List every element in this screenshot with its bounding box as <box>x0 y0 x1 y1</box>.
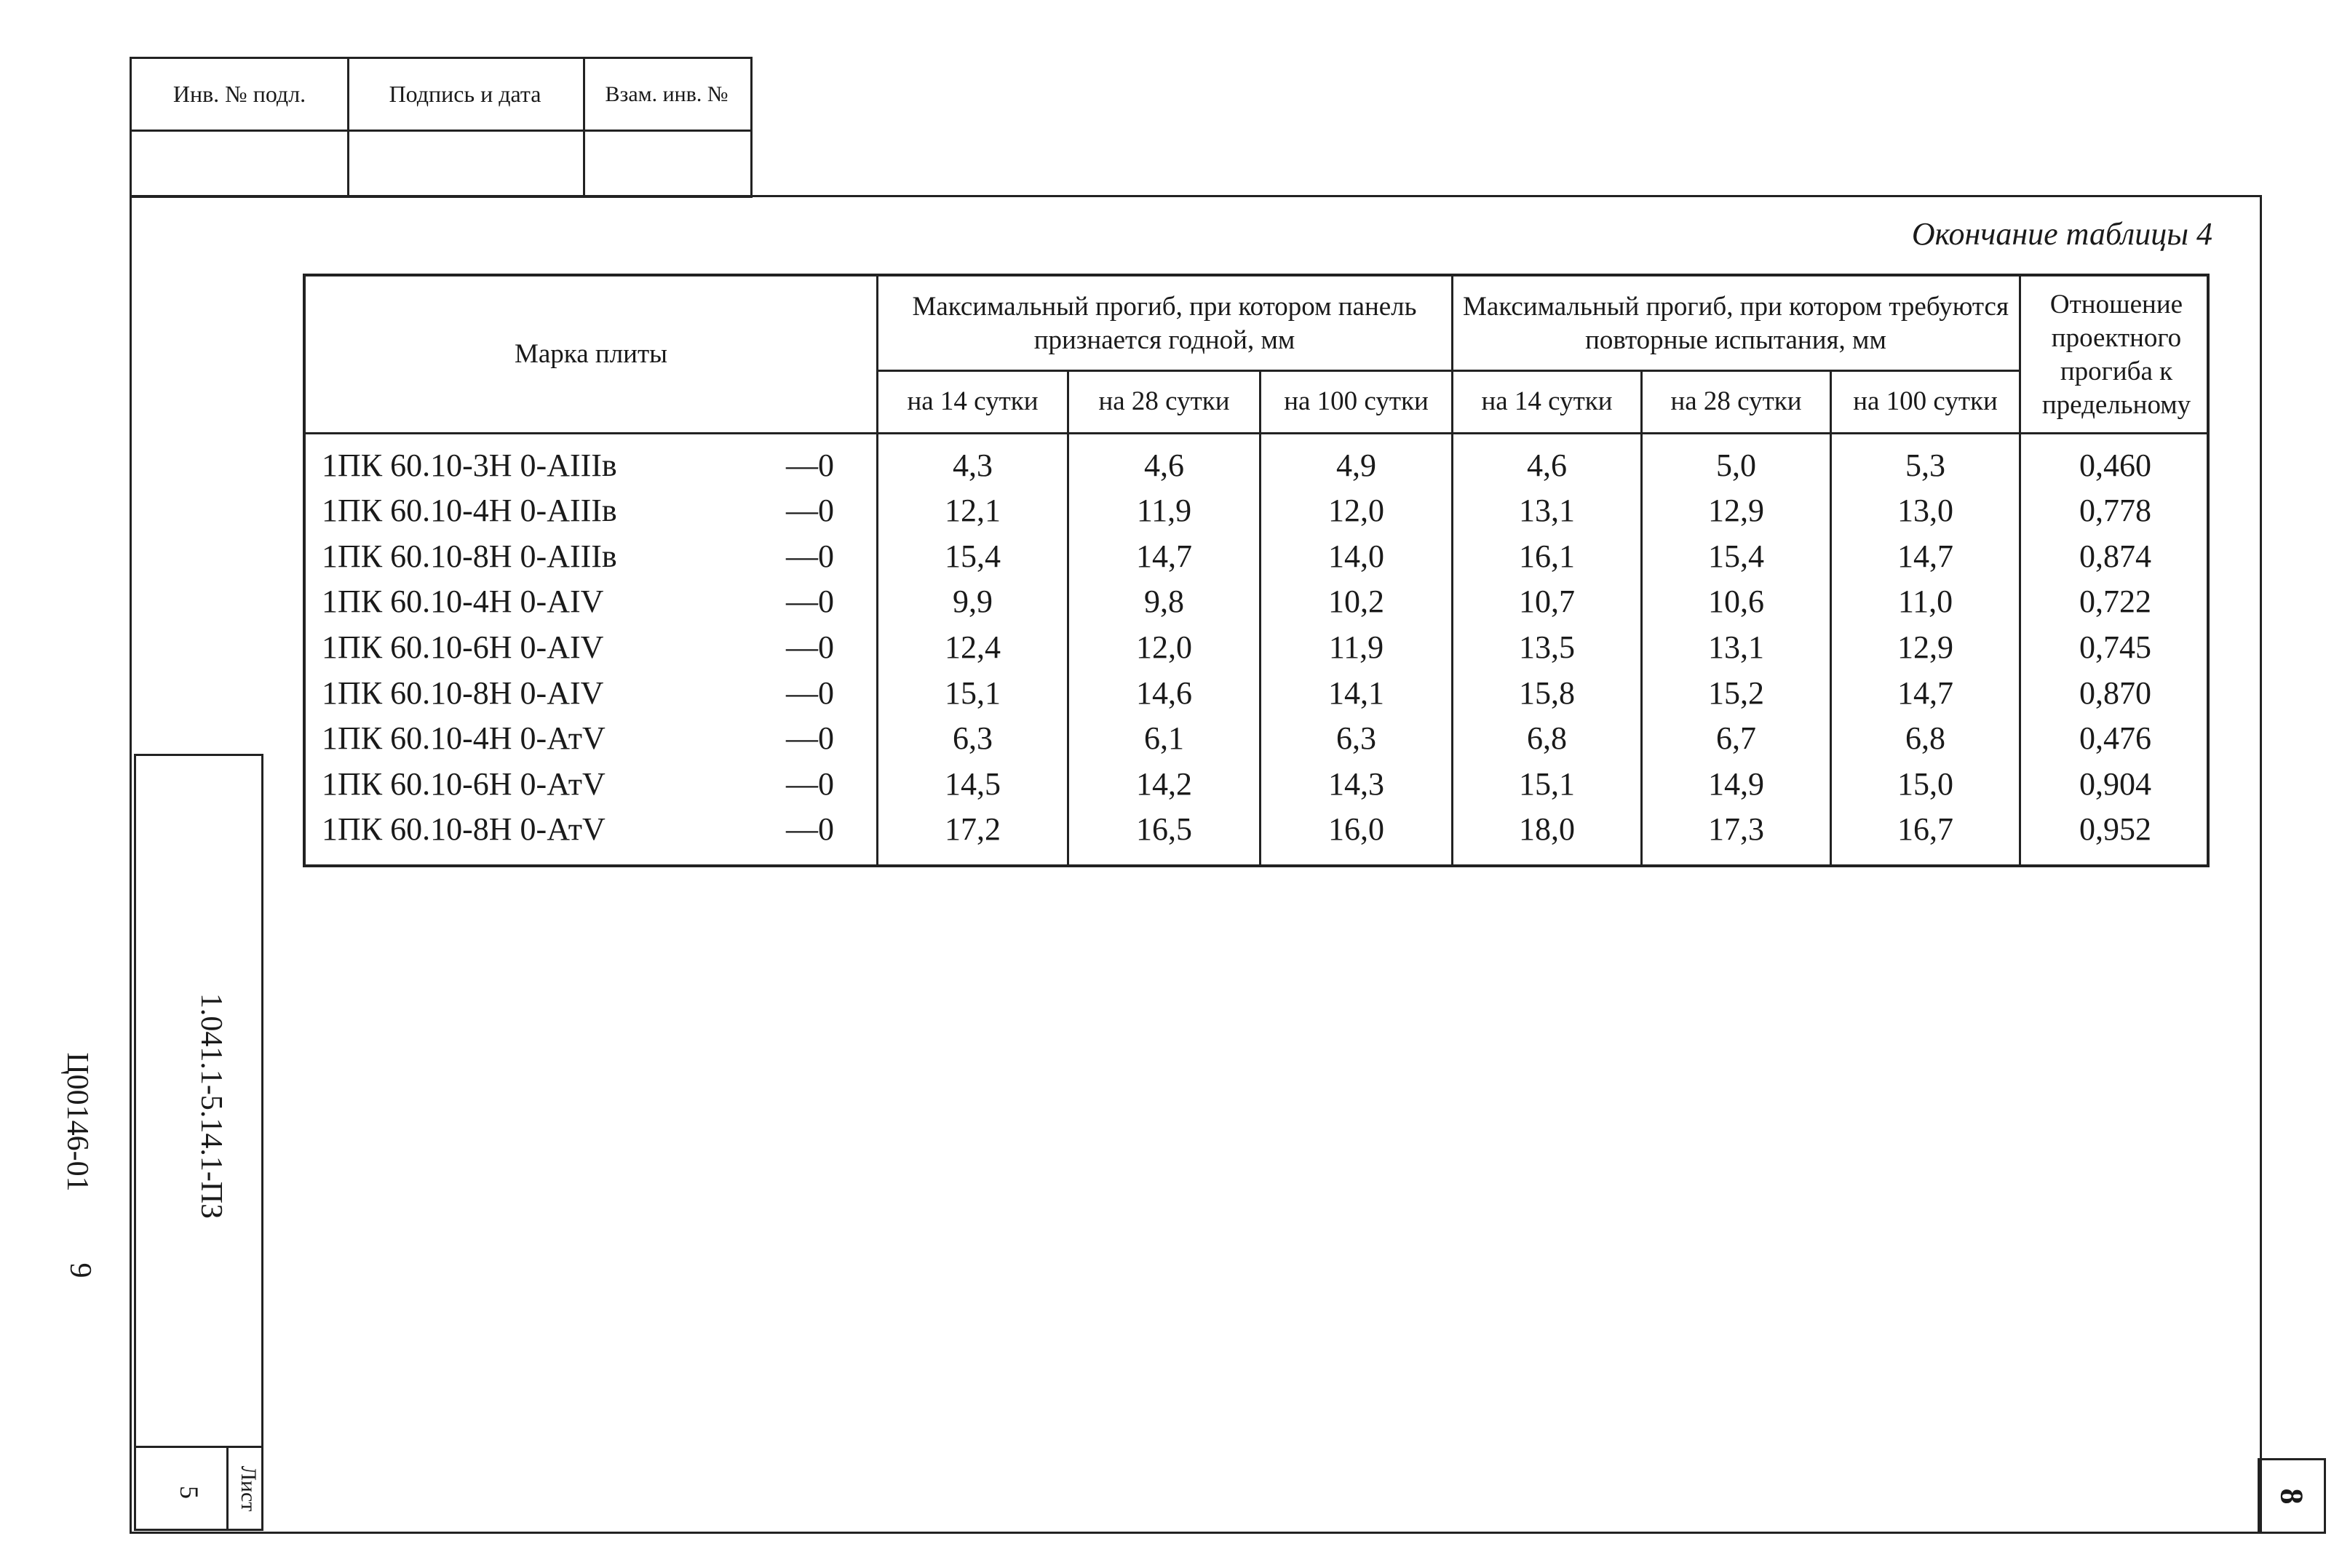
table-row <box>306 761 2207 806</box>
table-row <box>306 533 2207 578</box>
stamp-podpis-cell <box>347 130 585 198</box>
header-r-100: на 100 сутки <box>1853 386 1998 417</box>
cell-g28: 11,9 <box>1136 493 1192 529</box>
cell-r28: 5,0 <box>1716 447 1756 483</box>
cell-suffix: —0 <box>786 765 834 802</box>
cell-g100: 12,0 <box>1328 493 1384 529</box>
cell-mark: 1ПК 60.10-4Н 0-АIIIв <box>322 493 617 529</box>
cell-r28: 12,9 <box>1708 493 1764 529</box>
cell-r14: 10,7 <box>1519 584 1575 620</box>
table-caption: Окончание таблицы 4 <box>1911 216 2212 252</box>
side-divider <box>226 1446 229 1529</box>
cell-r28: 10,6 <box>1708 584 1764 620</box>
cell-r100: 16,7 <box>1897 811 1953 848</box>
cell-suffix: —0 <box>786 447 834 483</box>
header-r-14: на 14 сутки <box>1481 386 1613 417</box>
cell-g14: 6,3 <box>953 720 993 757</box>
cell-ratio: 0,778 <box>2079 493 2151 529</box>
cell-r100: 6,8 <box>1905 720 1945 757</box>
header-r-28: на 28 сутки <box>1670 386 1802 417</box>
cell-r100: 5,3 <box>1905 447 1945 483</box>
cell-suffix: —0 <box>786 811 834 848</box>
cell-r28: 13,1 <box>1708 629 1764 665</box>
cell-r28: 14,9 <box>1708 765 1764 802</box>
cell-r28: 15,4 <box>1708 538 1764 574</box>
cell-g14: 17,2 <box>945 811 1001 848</box>
table-row <box>306 670 2207 715</box>
cell-ratio: 0,722 <box>2079 584 2151 620</box>
stamp-podpis-header: Подпись и дата <box>347 59 585 132</box>
side-list-number: 5 <box>175 1486 204 1499</box>
cell-g28: 4,6 <box>1144 447 1184 483</box>
cell-r28: 17,3 <box>1708 811 1764 848</box>
cell-g28: 6,1 <box>1144 720 1184 757</box>
cell-ratio: 0,745 <box>2079 629 2151 665</box>
cell-r14: 15,8 <box>1519 674 1575 711</box>
cell-g100: 14,0 <box>1328 538 1384 574</box>
cell-g14: 14,5 <box>945 765 1001 802</box>
cell-ratio: 0,874 <box>2079 538 2151 574</box>
stamp-inv-podl-header: Инв. № подл. <box>132 59 349 132</box>
cell-r100: 11,0 <box>1897 584 1953 620</box>
cell-suffix: —0 <box>786 584 834 620</box>
side-list-label: Лист <box>237 1465 261 1512</box>
cell-r14: 18,0 <box>1519 811 1575 848</box>
cell-g28: 16,5 <box>1136 811 1192 848</box>
deflection-table <box>303 274 2210 867</box>
side-archive-code: Ц00146-01 <box>60 1052 94 1192</box>
cell-g28: 12,0 <box>1136 629 1192 665</box>
cell-r14: 6,8 <box>1527 720 1567 757</box>
cell-g100: 6,3 <box>1336 720 1376 757</box>
side-divider <box>136 1446 261 1448</box>
cell-suffix: —0 <box>786 538 834 574</box>
cell-mark: 1ПК 60.10-8Н 0-АIIIв <box>322 538 617 574</box>
cell-g14: 15,1 <box>945 674 1001 711</box>
table-divider <box>306 432 2207 434</box>
cell-g14: 15,4 <box>945 538 1001 574</box>
cell-r14: 13,5 <box>1519 629 1575 665</box>
cell-suffix: —0 <box>786 629 834 665</box>
cell-r100: 12,9 <box>1897 629 1953 665</box>
cell-ratio: 0,952 <box>2079 811 2151 848</box>
cell-mark: 1ПК 60.10-6Н 0-АIV <box>322 629 604 665</box>
header-g-100: на 100 сутки <box>1284 386 1429 417</box>
table-row <box>306 807 2207 852</box>
table-row <box>306 442 2207 487</box>
cell-g100: 16,0 <box>1328 811 1384 848</box>
cell-g28: 14,6 <box>1136 674 1192 711</box>
sheet-number-box <box>2258 1458 2326 1534</box>
cell-ratio: 0,904 <box>2079 765 2151 802</box>
cell-r100: 14,7 <box>1897 674 1953 711</box>
cell-g28: 9,8 <box>1144 584 1184 620</box>
cell-r14: 4,6 <box>1527 447 1567 483</box>
cell-mark: 1ПК 60.10-8Н 0-АIV <box>322 674 604 711</box>
cell-r100: 15,0 <box>1897 765 1953 802</box>
cell-g14: 9,9 <box>953 584 993 620</box>
cell-g100: 14,1 <box>1328 674 1384 711</box>
cell-suffix: —0 <box>786 493 834 529</box>
table-row <box>306 579 2207 624</box>
cell-g28: 14,7 <box>1136 538 1192 574</box>
side-doc-code: 1.041.1-5.14.1-ПЗ <box>194 992 228 1219</box>
header-group-acceptable: Максимальный прогиб, при котором панель признается годной, мм <box>912 291 1417 355</box>
header-g-28: на 28 сутки <box>1098 386 1230 417</box>
cell-mark: 1ПК 60.10-8Н 0-АтV <box>322 811 606 848</box>
header-group-retest: Максимальный прогиб, при котором требуются повторные испытания, мм <box>1463 291 2009 355</box>
cell-suffix: —0 <box>786 720 834 757</box>
cell-r28: 15,2 <box>1708 674 1764 711</box>
table-row <box>306 624 2207 669</box>
cell-g100: 4,9 <box>1336 447 1376 483</box>
cell-mark: 1ПК 60.10-4Н 0-АIV <box>322 584 604 620</box>
header-marka: Марка плиты <box>514 338 667 369</box>
cell-ratio: 0,870 <box>2079 674 2151 711</box>
side-archive-page: 9 <box>63 1262 97 1278</box>
cell-r28: 6,7 <box>1716 720 1756 757</box>
cell-g14: 4,3 <box>953 447 993 483</box>
cell-g100: 10,2 <box>1328 584 1384 620</box>
cell-r100: 13,0 <box>1897 493 1953 529</box>
table-row <box>306 716 2207 761</box>
cell-r14: 13,1 <box>1519 493 1575 529</box>
cell-r14: 15,1 <box>1519 765 1575 802</box>
stamp-inv-podl-cell <box>132 130 349 198</box>
cell-g100: 14,3 <box>1328 765 1384 802</box>
cell-r14: 16,1 <box>1519 538 1575 574</box>
cell-mark: 1ПК 60.10-3Н 0-АIIIв <box>322 447 617 483</box>
cell-g28: 14,2 <box>1136 765 1192 802</box>
approval-stamp <box>130 57 753 198</box>
cell-mark: 1ПК 60.10-6Н 0-АтV <box>322 765 606 802</box>
cell-mark: 1ПК 60.10-4Н 0-АтV <box>322 720 606 757</box>
stamp-vzam-header: Взам. инв. № <box>583 59 750 132</box>
cell-g14: 12,4 <box>945 629 1001 665</box>
cell-g100: 11,9 <box>1328 629 1384 665</box>
cell-g14: 12,1 <box>945 493 1001 529</box>
sheet-number: 8 <box>2274 1488 2310 1504</box>
cell-r100: 14,7 <box>1897 538 1953 574</box>
cell-suffix: —0 <box>786 674 834 711</box>
table-row <box>306 488 2207 533</box>
header-ratio: Отношение проектного прогиба к предельному <box>2041 289 2191 421</box>
cell-ratio: 0,460 <box>2079 447 2151 483</box>
header-g-14: на 14 сутки <box>907 386 1039 417</box>
cell-ratio: 0,476 <box>2079 720 2151 757</box>
